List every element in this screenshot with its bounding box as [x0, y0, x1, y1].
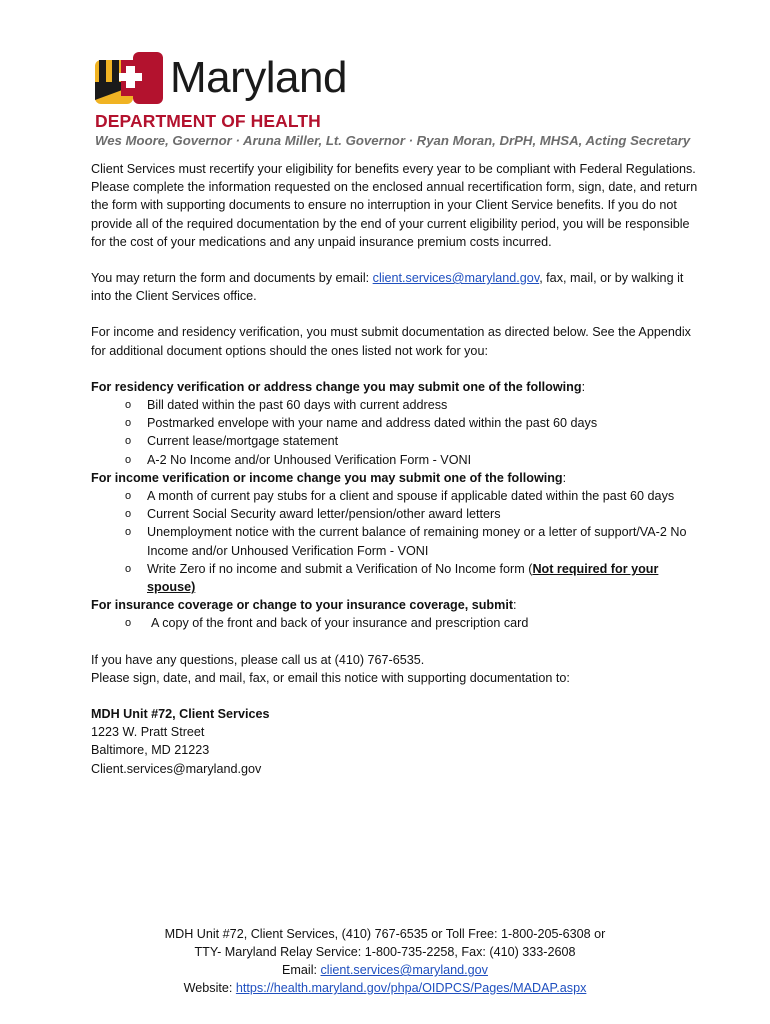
list-item: o Write Zero if no income and submit a Verification of No Income form (Not required for your spouse): [129, 560, 703, 596]
brand-title: Maryland: [170, 53, 347, 102]
income-heading: For income verification or income change you may submit one of the following:: [91, 470, 567, 485]
residency-list: [91, 396, 703, 469]
residency-heading: For residency verification or address change you may submit one of the following:: [91, 379, 586, 394]
not-required-note: Not required for your spouse): [147, 561, 659, 595]
footer-email-line: Email: client.services@maryland.gov: [282, 963, 488, 977]
list-item: o Current Social Security award letter/pension/other award letters: [129, 505, 703, 523]
footer-line-1: MDH Unit #72, Client Services, (410) 767-6535 or Toll Free: 1-800-205-6308 or: [164, 927, 606, 941]
maryland-flag-logo-icon: [95, 52, 171, 104]
list-item: o Bill dated within the past 60 days with current address: [129, 396, 703, 414]
footer-line-2: TTY- Maryland Relay Service: 1-800-735-2258, Fax: (410) 333-2608: [194, 945, 576, 959]
list-item: o Current lease/mortgage statement: [129, 432, 703, 450]
return-prefix: You may return the form and documents by email:: [91, 271, 373, 286]
insurance-list: [91, 614, 703, 632]
footer-website-line: Website: https://health.maryland.gov/phpa/OIDPCS/Pages/MADAP.aspx: [183, 981, 587, 995]
address-street: 1223 W. Pratt Street: [91, 725, 205, 740]
return-paragraph: [91, 269, 703, 305]
income-list: [91, 487, 703, 596]
officials-line: Wes Moore, Governor · Aruna Miller, Lt. Governor · Ryan Moran, DrPH, MHSA, Acting Secretary: [95, 133, 691, 148]
letter-body: [91, 160, 703, 778]
return-suffix: , fax, mail, or by walking it into the Client Services office.: [91, 271, 684, 304]
page-footer: [0, 925, 770, 997]
address-city: Baltimore, MD 21223: [91, 743, 210, 758]
list-item: o Postmarked envelope with your name and address dated within the past 60 days: [129, 414, 703, 432]
department-name: DEPARTMENT OF HEALTH: [95, 111, 321, 131]
list-item: o A copy of the front and back of your insurance and prescription card: [129, 614, 703, 632]
footer-email-link[interactable]: client.services@maryland.gov: [320, 963, 488, 977]
email-link[interactable]: client.services@maryland.gov: [372, 271, 540, 286]
list-item: o A month of current pay stubs for a client and spouse if applicable dated within the past 60 days: [129, 487, 703, 505]
list-item: o Unemployment notice with the current balance of remaining money or a letter of support/VA-2 No Income and/or Unhoused Verification Form - VONI: [129, 523, 703, 559]
address-name: MDH Unit #72, Client Services: [91, 707, 270, 722]
instructions-line: Please sign, date, and mail, fax, or email this notice with supporting documentation to:: [91, 670, 570, 685]
list-item: o A-2 No Income and/or Unhoused Verification Form - VONI: [129, 451, 703, 469]
questions-line: If you have any questions, please call us at (410) 767-6535.: [91, 652, 425, 667]
insurance-heading: For insurance coverage or change to your insurance coverage, submit:: [91, 598, 517, 613]
address-email: Client.services@maryland.gov: [91, 761, 262, 776]
mailing-address: [91, 705, 703, 778]
footer-website-link[interactable]: https://health.maryland.gov/phpa/OIDPCS/Pages/MADAP.aspx: [235, 981, 587, 995]
verification-intro: For income and residency verification, you must submit documentation as directed below. See the Appendix for additional document options should the ones listed not work for you:: [91, 325, 691, 358]
intro-paragraph: Client Services must recertify your eligibility for benefits every year to be compliant with Federal Regulations. Please complete the information requested on the enclosed annual recertification form, sign, date, and return the form with supporting documents to ensure no interruption in your Client Service benefits. If you do not provide all of the required documentation by the end of your current eligibility period, you will be responsible for the cost of your medications and any unpaid insurance premium costs incurred.: [91, 162, 698, 249]
